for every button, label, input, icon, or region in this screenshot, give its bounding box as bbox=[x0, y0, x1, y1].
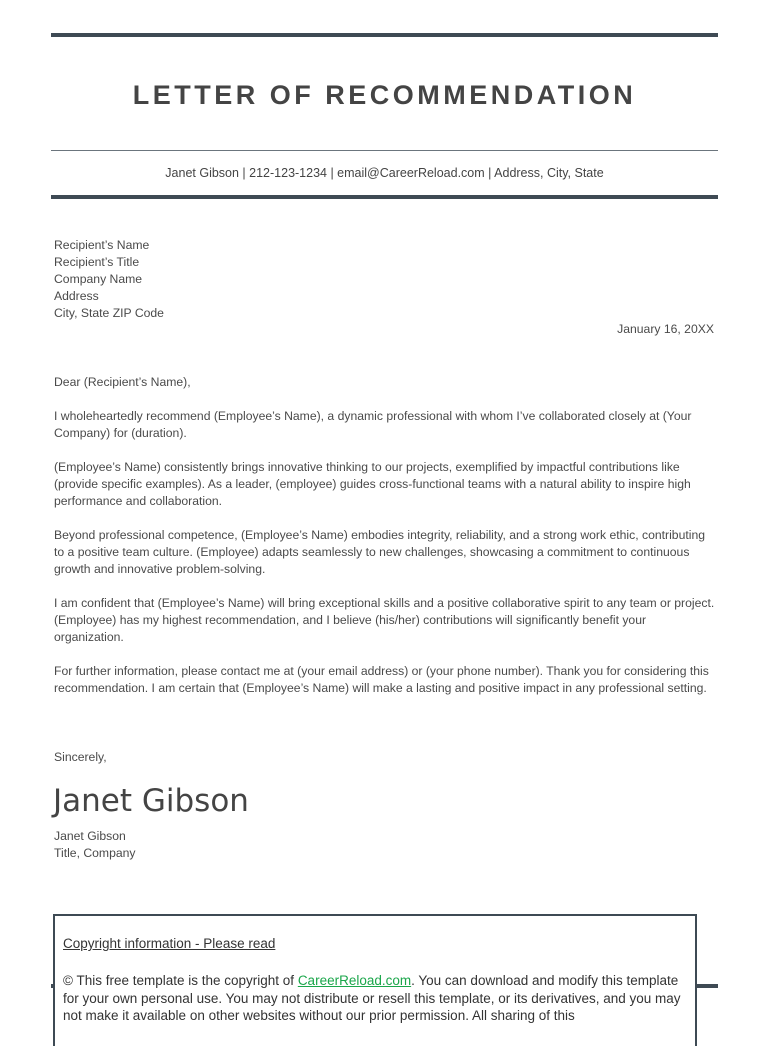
header-bottom-rule bbox=[51, 195, 718, 199]
signer-title: Title, Company bbox=[54, 846, 136, 860]
recipient-name: Recipient’s Name bbox=[54, 238, 150, 252]
copyright-text-after: . You can download and modify this template for your own personal use. You may not distribute or resell this template, or its derivatives, and you may not make it available on other websites without our prior permission. All sharing of this bbox=[63, 973, 681, 1023]
recipient-address: Address bbox=[54, 289, 99, 303]
contact-line: Janet Gibson | 212-123-1234 | email@CareerReload.com | Address, City, State bbox=[165, 166, 604, 180]
closing: Sincerely, bbox=[54, 750, 107, 764]
top-rule bbox=[51, 33, 718, 37]
recipient-block bbox=[54, 237, 716, 322]
bottom-rule-right bbox=[695, 984, 718, 988]
body-paragraph: I am confident that (Employee’s Name) will bring exceptional skills and a positive collaborative spirit to any team or project. (Employee) has my highest recommendation, and I believe (his/her) contributions will significantly benefit your organization. bbox=[54, 596, 715, 644]
careerreload-link[interactable]: CareerReload.com bbox=[297, 973, 412, 988]
body-paragraph: For further information, please contact me at (your email address) or (your phone number). Thank you for considering this recommendation. I am certain that (Employee’s Name) will make a lasting and positive impact in any professional setting. bbox=[54, 664, 709, 695]
signer-block bbox=[54, 828, 716, 862]
title-divider bbox=[51, 150, 718, 151]
copyright-text bbox=[63, 972, 688, 1025]
recipient-city: City, State ZIP Code bbox=[54, 306, 164, 320]
recipient-company: Company Name bbox=[54, 272, 143, 286]
page-title: LETTER OF RECOMMENDATION bbox=[132, 80, 637, 110]
letter-date: January 16, 20XX bbox=[617, 322, 714, 336]
salutation: Dear (Recipient’s Name), bbox=[54, 375, 191, 389]
recipient-title: Recipient’s Title bbox=[54, 255, 140, 269]
body-paragraph: I wholeheartedly recommend (Employee’s Name), a dynamic professional with whom I’ve collaborated closely at (Your Company) for (duration). bbox=[54, 409, 692, 440]
signature: Janet Gibson bbox=[53, 783, 249, 819]
copyright-text-before: © This free template is the copyright of bbox=[63, 973, 298, 988]
body-paragraph: (Employee’s Name) consistently brings innovative thinking to our projects, exemplified by impactful contributions like (provide specific examples). As a leader, (employee) guides cross-functional teams with a natural ability to inspire high performance and collaboration. bbox=[54, 460, 691, 508]
body-paragraph: Beyond professional competence, (Employee’s Name) embodies integrity, reliability, and a strong work ethic, contributing to a positive team culture. (Employee) adapts seamlessly to new challenges, showcasing a commitment to continuous growth and innovative problem-solving. bbox=[54, 528, 705, 576]
signer-name: Janet Gibson bbox=[54, 829, 126, 843]
copyright-heading: Copyright information - Please read bbox=[63, 936, 276, 951]
